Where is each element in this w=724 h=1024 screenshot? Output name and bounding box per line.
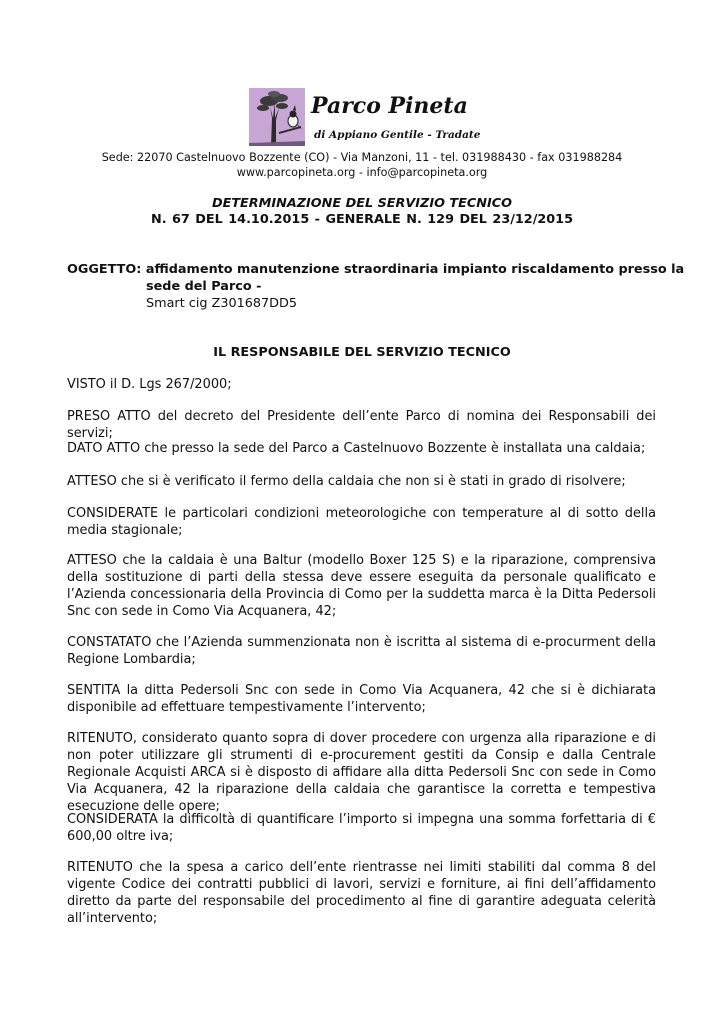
paragraph-visto: VISTO il D. Lgs 267/2000; [67, 377, 232, 392]
paragraph-considerate: CONSIDERATE le particolari condizioni meteorologiche con temperature al di sotto della media stagionale; [67, 506, 656, 538]
logo-subtitle: di Appiano Gentile - Tradate [314, 129, 481, 141]
paragraph-sentita: SENTITA la ditta Pedersoli Snc con sede in Como Via Acquanera, 42 che si è dichiarata disponibile ad effettuare tempestivamente l’intervento; [67, 683, 656, 715]
subject-text-1: affidamento manutenzione straordinaria impianto riscaldamento presso la [145, 262, 685, 277]
determination-number: N. 67 DEL 14.10.2015 - GENERALE N. 129 DEL 23/12/2015 [151, 212, 573, 227]
paragraph-dato-atto: DATO ATTO che presso la sede del Parco a Castelnuovo Bozzente è installata una caldaia; [67, 441, 646, 456]
paragraph-preso-atto: PRESO ATTO del decreto del Presidente dell’ente Parco di nomina dei Responsabili dei servizi; [67, 409, 656, 441]
park-logo-icon [249, 88, 305, 146]
paragraph-ritenuto-spesa: RITENUTO che la spesa a carico dell’ente rientrasse nei limiti stabiliti dal comma 8 del vigente Codice dei contratti pubblici di lavori, servizi e forniture, ai fini dell’affidamento diretto da parte del responsabile del procedimento al fine di garantire adeguata celerità all’intervento; [67, 860, 656, 926]
determination-title: DETERMINAZIONE DEL SERVIZIO TECNICO [211, 196, 513, 211]
paragraph-constatato: CONSTATATO che l’Azienda summenzionata non è iscritta al sistema di e-procurment della Regione Lombardia; [67, 635, 656, 667]
paragraph-ritenuto-urgenza: RITENUTO, considerato quanto sopra di dover procedere con urgenza alla riparazione e di non poter utilizzare gli strumenti di e-procurement gestiti da Consip e dalla Centrale Regionale Acquisti ARCA si è disposto di affidare alla ditta Pedersoli Snc con sede in Como Via Acquanera, 42 la riparazione della caldaia che garantisce la corretta e tempestiva esecuzione delle opere; [67, 731, 656, 814]
paragraph-atteso-baltur: ATTESO che la caldaia è una Baltur (modello Boxer 125 S) e la riparazione, comprensiva della sostituzione di parti della stessa deve essere eseguita da personale qualificato e l’Azienda concessionaria della Provincia di Como per la suddetta marca è la Ditta Pedersoli Snc con sede in Como Via Acquanera, 42; [67, 553, 656, 619]
subject-line-1 [67, 262, 684, 277]
logo-title: Parco Pineta [311, 93, 468, 119]
address-line: Sede: 22070 Castelnuovo Bozzente (CO) - Via Manzoni, 11 - tel. 031988430 - fax 031988284 [101, 151, 623, 164]
paragraph-considerata: CONSIDERATA la difficoltà di quantificare l’importo si impegna una somma forfettaria di € 600,00 oltre iva; [67, 812, 656, 844]
responsible-heading: IL RESPONSABILE DEL SERVIZIO TECNICO [213, 345, 511, 360]
web-contact-line: www.parcopineta.org - info@parcopineta.org [236, 166, 488, 179]
subject-line-2: sede del Parco - [146, 279, 262, 294]
paragraph-atteso-fermo: ATTESO che si è verificato il fermo della caldaia che non si è stati in grado di risolvere; [67, 474, 626, 489]
subject-cig: Smart cig Z301687DD5 [146, 296, 298, 311]
subject-label: OGGETTO: [67, 262, 142, 277]
